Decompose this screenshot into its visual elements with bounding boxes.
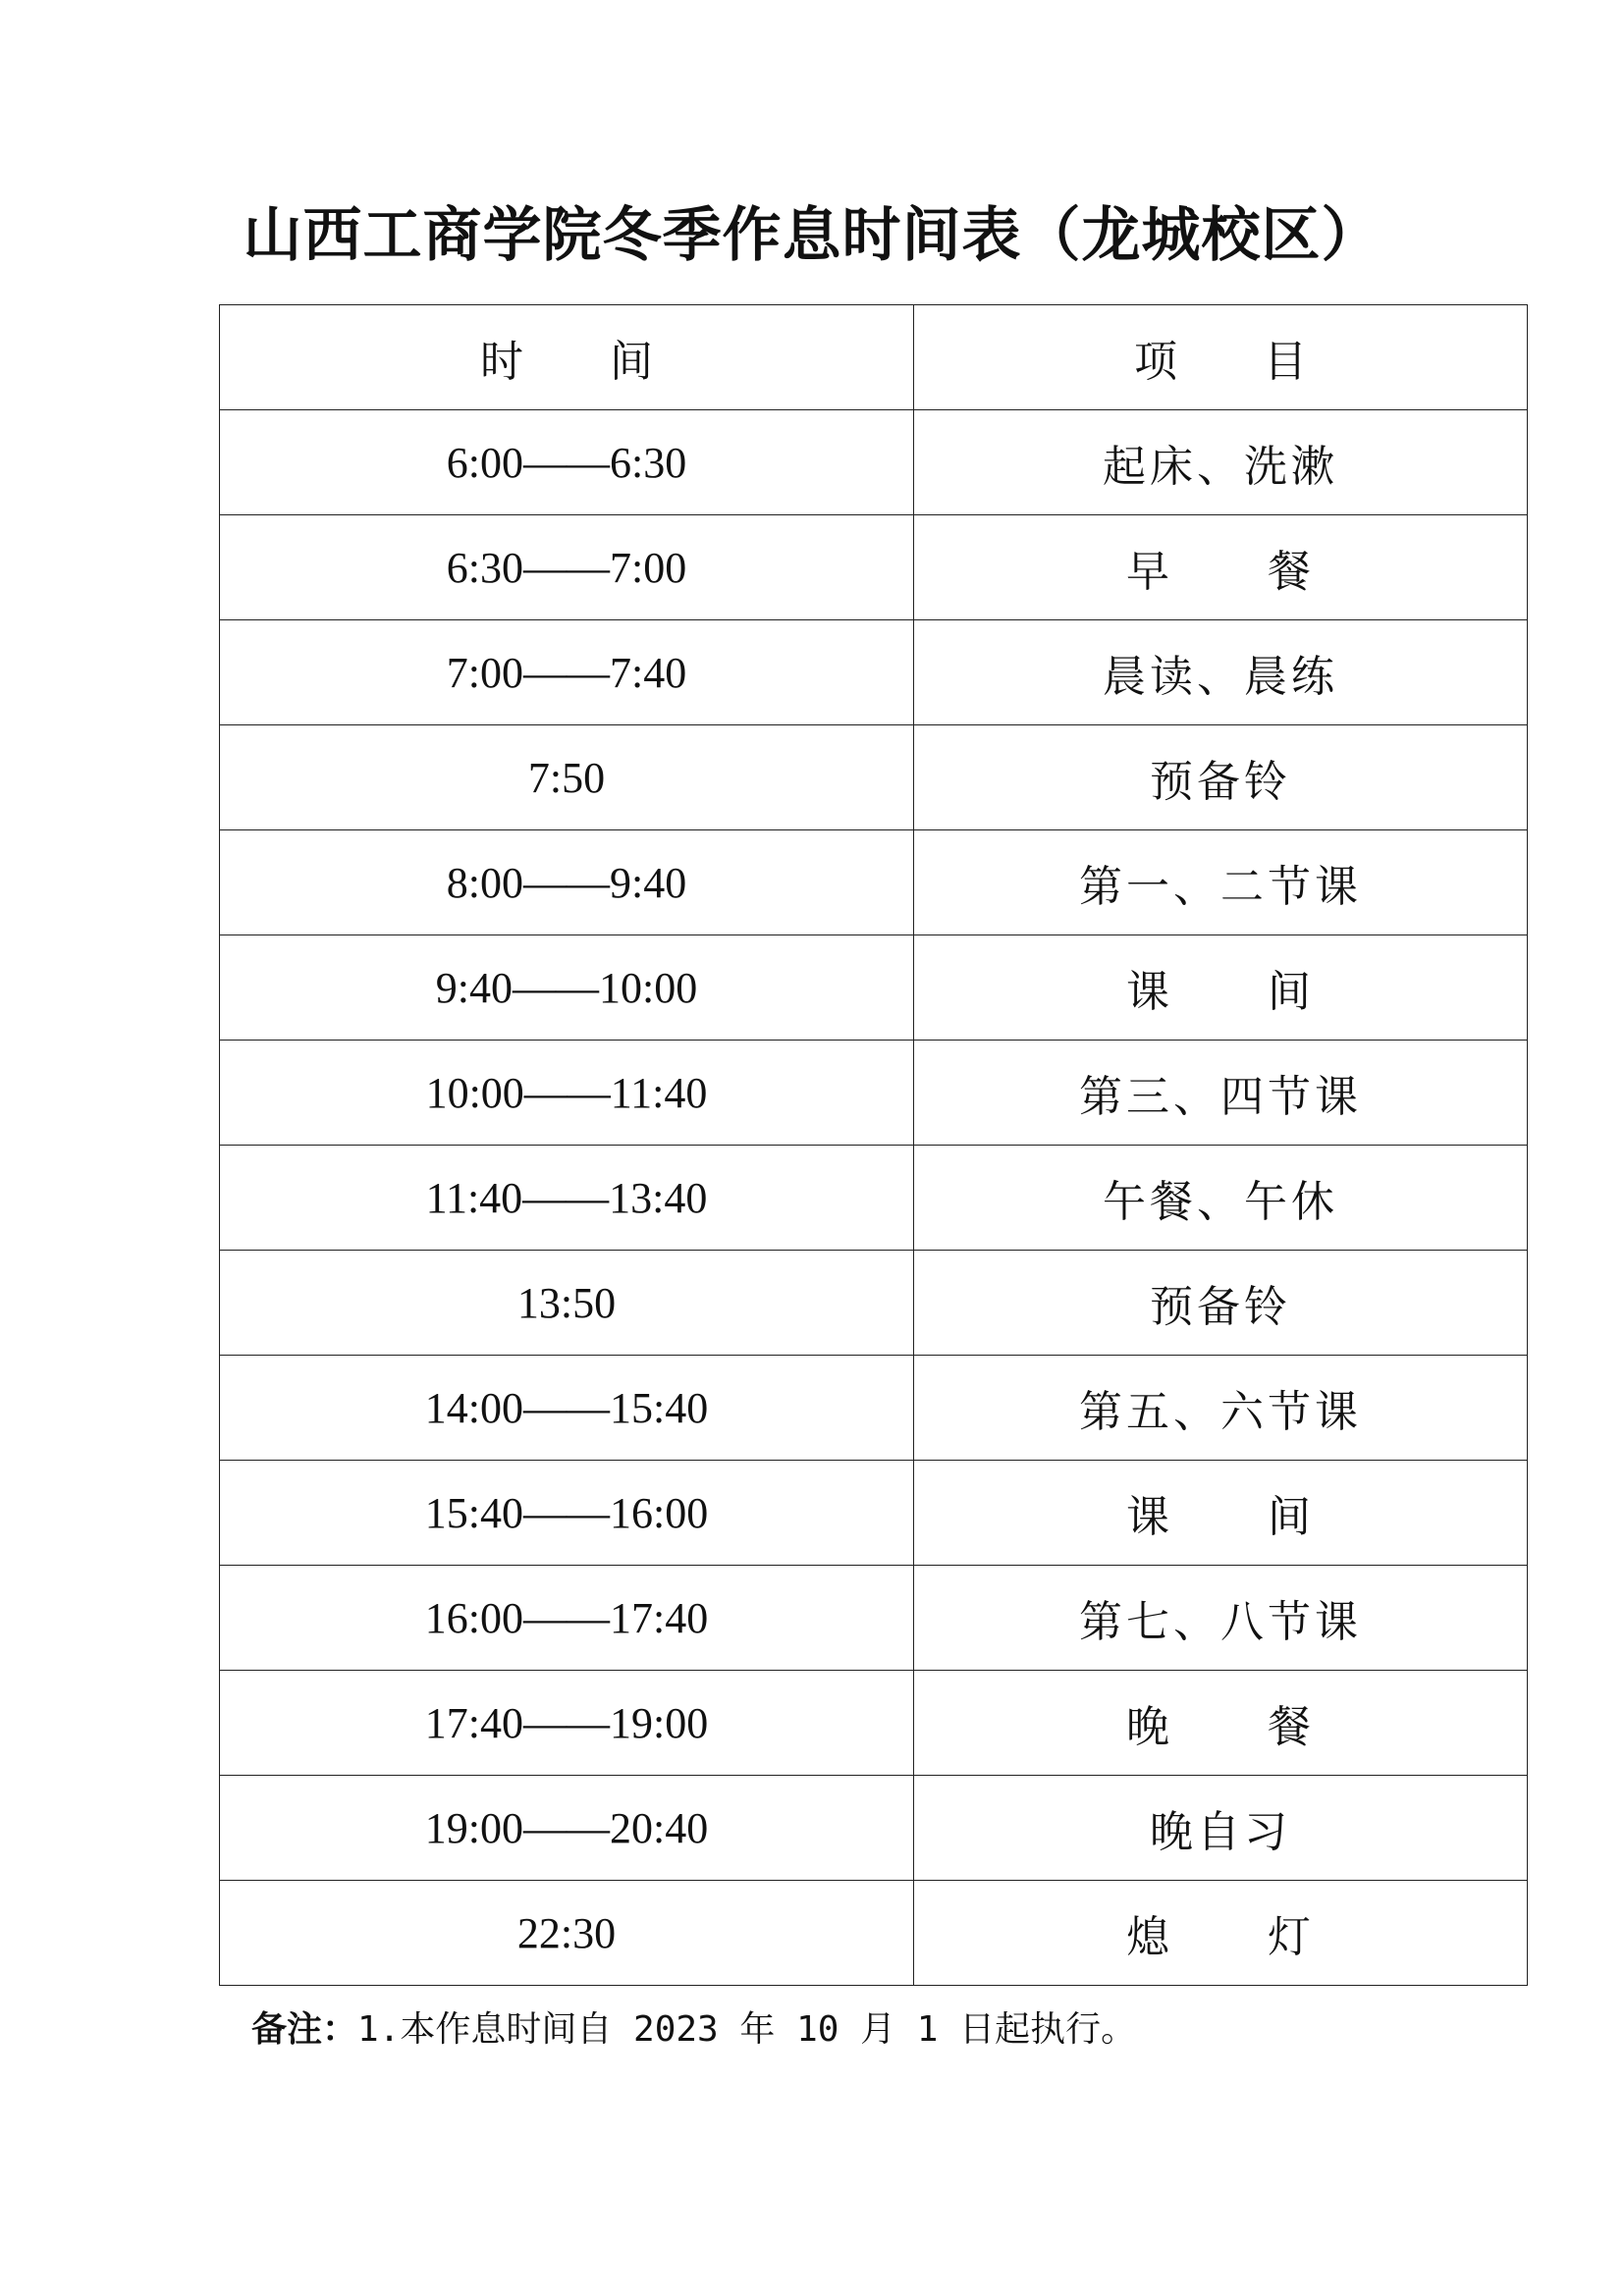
table-row [220,620,1528,725]
table-row [220,1356,1528,1461]
item-cell: 预备铃 [914,725,1528,830]
item-cell: 第一、二节课 [914,830,1528,935]
time-cell: 8:00——9:40 [220,830,914,935]
table-header-row [220,305,1528,410]
table-row [220,1881,1528,1986]
time-cell: 17:40——19:00 [220,1671,914,1776]
item-cell: 晚 餐 [914,1671,1528,1776]
item-cell: 熄 灯 [914,1881,1528,1986]
time-cell: 22:30 [220,1881,914,1986]
table-row [220,1041,1528,1146]
item-cell: 课 间 [914,1461,1528,1566]
time-cell: 10:00——11:40 [220,1041,914,1146]
item-cell: 预备铃 [914,1251,1528,1356]
table-row [220,1251,1528,1356]
time-cell: 11:40——13:40 [220,1146,914,1251]
table-row [220,515,1528,620]
item-cell: 早 餐 [914,515,1528,620]
item-cell: 第七、八节课 [914,1566,1528,1671]
time-cell: 14:00——15:40 [220,1356,914,1461]
table-row [220,1461,1528,1566]
table-row [220,1776,1528,1881]
table-row [220,1566,1528,1671]
table-row [220,725,1528,830]
time-cell: 19:00——20:40 [220,1776,914,1881]
footnote-text: 1.本作息时间自 2023 年 10 月 1 日起执行。 [357,2009,1137,2050]
column-header-time: 时 间 [220,305,914,410]
item-cell: 晚自习 [914,1776,1528,1881]
time-cell: 9:40——10:00 [220,935,914,1041]
time-cell: 7:50 [220,725,914,830]
column-header-item: 项 目 [914,305,1528,410]
item-cell: 课 间 [914,935,1528,1041]
time-cell: 6:30——7:00 [220,515,914,620]
item-cell: 午餐、午休 [914,1146,1528,1251]
page-title: 山西工商学院冬季作息时间表（龙城校区） [243,201,1381,270]
table-row [220,830,1528,935]
table-row [220,1146,1528,1251]
footnote-label: 备注： [251,2009,358,2050]
time-cell: 13:50 [220,1251,914,1356]
item-cell: 晨读、晨练 [914,620,1528,725]
time-cell: 16:00——17:40 [220,1566,914,1671]
item-cell: 起床、洗漱 [914,410,1528,515]
item-cell: 第三、四节课 [914,1041,1528,1146]
schedule-table [219,304,1528,1986]
table-row [220,410,1528,515]
table-row [220,935,1528,1041]
time-cell: 15:40——16:00 [220,1461,914,1566]
table-row [220,1671,1528,1776]
time-cell: 7:00——7:40 [220,620,914,725]
item-cell: 第五、六节课 [914,1356,1528,1461]
footnote [251,2001,1136,2059]
time-cell: 6:00——6:30 [220,410,914,515]
